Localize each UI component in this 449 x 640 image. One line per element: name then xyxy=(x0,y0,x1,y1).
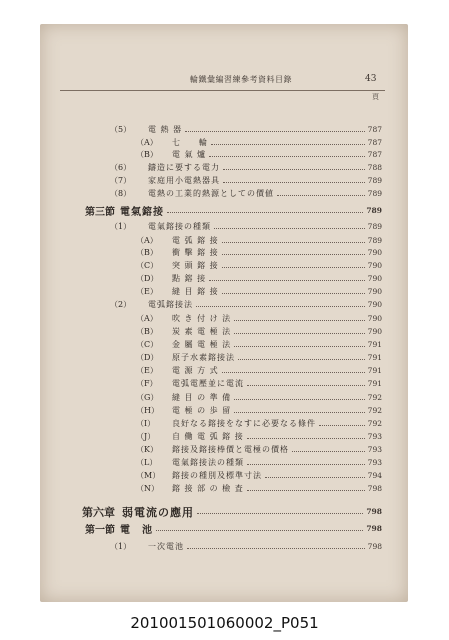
toc-entry xyxy=(85,204,382,217)
toc-dot-leader xyxy=(234,345,365,347)
toc-entry xyxy=(136,430,382,443)
toc-entry-page: 791 xyxy=(367,353,382,362)
toc-dot-leader xyxy=(197,512,363,514)
toc-dot-leader xyxy=(222,253,365,255)
toc-entry-title: 點 鎔 接 xyxy=(172,274,207,283)
toc-entry-number: （A） xyxy=(136,314,158,323)
toc-entry-title: 原子水素鎔接法 xyxy=(172,353,235,362)
header-rule xyxy=(60,90,385,91)
toc-entry-title: 電 氣 爐 xyxy=(172,150,207,159)
toc-entry-number: （A） xyxy=(136,236,158,245)
toc-entry-number: （6） xyxy=(110,163,132,172)
toc-entry-page: 789 xyxy=(366,206,382,215)
toc-entry xyxy=(136,246,382,259)
toc-entry-page: 790 xyxy=(367,261,382,270)
toc-entry-title: 一次電池 xyxy=(148,542,184,551)
toc-entry xyxy=(136,338,382,351)
toc-dot-leader xyxy=(222,292,365,294)
toc-entry-title: 良好なる鎔接をなすに必要なる條件 xyxy=(172,419,316,428)
toc-dot-leader xyxy=(196,305,365,307)
toc-dot-leader xyxy=(265,476,365,478)
toc-entry xyxy=(136,469,382,482)
page-number: 43 xyxy=(365,74,377,84)
toc-entry-number: （F） xyxy=(136,379,158,388)
toc-entry-page: 789 xyxy=(367,189,382,198)
toc-entry-number: （7） xyxy=(110,176,132,185)
toc-entry-page: 790 xyxy=(367,314,382,323)
toc-entry xyxy=(110,220,382,233)
toc-entry-page: 791 xyxy=(367,366,382,375)
toc-entry-title: 電 極 の 歩 留 xyxy=(172,406,232,415)
toc-entry-page: 798 xyxy=(366,524,382,533)
toc-entry-title: 鎔 接 部 の 檢 査 xyxy=(172,484,244,493)
toc-entry-number: （M） xyxy=(136,471,161,480)
toc-entry-title: 電 弧 鎔 接 xyxy=(172,236,219,245)
toc-entry-page: 789 xyxy=(367,176,382,185)
toc-dot-leader xyxy=(234,319,365,321)
toc-entry-number: （G） xyxy=(136,393,159,402)
toc-entry xyxy=(136,259,382,272)
toc-entry xyxy=(136,417,382,430)
toc-entry-title: 電 熱 器 xyxy=(148,125,183,134)
toc-dot-leader xyxy=(187,547,365,549)
toc-entry-number: （1） xyxy=(110,222,132,231)
toc-entry xyxy=(82,505,382,518)
toc-dot-leader xyxy=(209,155,365,157)
toc-entry-title: 吹 き 付 け 法 xyxy=(172,314,232,323)
toc-entry-title: 電氣鎔接 xyxy=(120,207,164,218)
toc-dot-leader xyxy=(234,332,365,334)
toc-dot-leader xyxy=(167,211,363,213)
toc-dot-leader xyxy=(247,463,365,465)
toc-entry xyxy=(136,364,382,377)
toc-entry-number: （E） xyxy=(136,366,158,375)
toc-entry-title: 電 池 xyxy=(120,525,153,536)
toc-entry-page: 790 xyxy=(367,287,382,296)
toc-entry-number: （5） xyxy=(110,125,132,134)
toc-entry-page: 792 xyxy=(367,393,382,402)
image-caption: 201001501060002_P051 xyxy=(130,614,319,632)
toc-entry-number: （D） xyxy=(136,353,159,362)
toc-entry-page: 793 xyxy=(367,445,382,454)
toc-entry-title: 電熱の工業的熱源としての價値 xyxy=(148,189,274,198)
toc-entry-number: 第六章 xyxy=(82,505,115,519)
toc-dot-leader xyxy=(292,450,365,452)
toc-entry-page: 792 xyxy=(367,406,382,415)
toc-entry xyxy=(136,404,382,417)
toc-entry xyxy=(136,351,382,364)
toc-entry-number: （N） xyxy=(136,484,159,493)
toc-entry-page: 790 xyxy=(367,300,382,309)
toc-entry xyxy=(85,522,382,535)
toc-entry xyxy=(136,148,382,161)
toc-entry-page: 790 xyxy=(367,274,382,283)
toc-entry-title: 七 輪 xyxy=(172,138,208,147)
toc-dot-leader xyxy=(222,241,365,243)
toc-entry-title: 電 源 方 式 xyxy=(172,366,219,375)
toc-entry-title: 衝 擊 鎔 接 xyxy=(172,248,219,257)
toc-entry-number: （2） xyxy=(110,300,132,309)
toc-dot-leader xyxy=(185,130,365,132)
toc-entry-title: 突 頭 鎔 接 xyxy=(172,261,219,270)
toc-entry-title: 弱電流の應用 xyxy=(122,505,194,519)
toc-entry-number: （D） xyxy=(136,274,159,283)
toc-dot-leader xyxy=(234,411,365,413)
toc-dot-leader xyxy=(156,529,363,531)
toc-entry-title: 鎔接及鎔接棒價と電極の價格 xyxy=(172,445,289,454)
toc-entry-page: 787 xyxy=(367,150,382,159)
toc-dot-leader xyxy=(222,266,365,268)
toc-dot-leader xyxy=(223,181,365,183)
toc-entry xyxy=(110,298,382,311)
toc-entry-number: （8） xyxy=(110,189,132,198)
toc-entry-title: 炭 素 電 極 法 xyxy=(172,327,232,336)
toc-dot-leader xyxy=(247,489,365,491)
toc-entry-title: 鑄造に要する電力 xyxy=(148,163,220,172)
toc-entry xyxy=(110,174,382,187)
toc-entry-page: 791 xyxy=(367,340,382,349)
toc-entry-page: 787 xyxy=(367,125,382,134)
toc-dot-leader xyxy=(247,437,365,439)
toc-entry-number: （1） xyxy=(110,542,132,551)
toc-entry-page: 790 xyxy=(367,248,382,257)
toc-entry xyxy=(136,456,382,469)
toc-entry-page: 792 xyxy=(367,419,382,428)
toc-entry-page: 794 xyxy=(367,471,382,480)
toc-dot-leader xyxy=(277,194,365,196)
toc-entry xyxy=(136,312,382,325)
toc-entry-page: 789 xyxy=(367,222,382,231)
toc-entry-title: 縫 目 の 準 備 xyxy=(172,393,232,402)
toc-entry-number: （B） xyxy=(136,327,158,336)
toc-dot-leader xyxy=(319,424,365,426)
toc-entry-title: 電氣鎔接の種類 xyxy=(148,222,211,231)
toc-entry xyxy=(110,187,382,200)
toc-entry-number: （A） xyxy=(136,138,158,147)
toc-entry-number: （L） xyxy=(136,458,158,467)
toc-entry-title: 自 働 電 弧 鎔 接 xyxy=(172,432,244,441)
toc-dot-leader xyxy=(234,398,365,400)
toc-dot-leader xyxy=(223,168,365,170)
toc-entry-title: 家庭用小電熱器具 xyxy=(148,176,220,185)
toc-entry-title: 電弧電壓並に電流 xyxy=(172,379,244,388)
toc-entry-number: （H） xyxy=(136,406,159,415)
toc-entry-number: 第三節 xyxy=(85,207,115,218)
toc-entry-number: 第一節 xyxy=(85,525,115,536)
toc-entry-number: （C） xyxy=(136,340,159,349)
toc-entry-title: 鎔接の種別及標準寸法 xyxy=(172,471,262,480)
toc-entry-number: （B） xyxy=(136,150,158,159)
toc-entry-title: 電弧鎔接法 xyxy=(148,300,193,309)
toc-entry-title: 縫 目 鎔 接 xyxy=(172,287,219,296)
toc-entry-number: （C） xyxy=(136,261,159,270)
toc-dot-leader xyxy=(238,358,365,360)
toc-entry-number: （J） xyxy=(136,432,156,441)
toc-entry-title: 金 屬 電 極 法 xyxy=(172,340,232,349)
toc-entry xyxy=(136,377,382,390)
toc-entry xyxy=(136,285,382,298)
toc-entry-title: 電氣鎔接法の種類 xyxy=(172,458,244,467)
toc-entry-page: 798 xyxy=(367,484,382,493)
toc-entry-page: 798 xyxy=(366,507,382,516)
running-header-title: 輪鐵彙編習練參考資料目錄 xyxy=(190,75,292,84)
toc-entry xyxy=(110,540,382,553)
toc-entry xyxy=(136,443,382,456)
toc-entry-page: 790 xyxy=(367,327,382,336)
toc-entry-page: 798 xyxy=(367,542,382,551)
toc-entry xyxy=(136,482,382,495)
toc-dot-leader xyxy=(214,227,365,229)
toc-entry xyxy=(136,391,382,404)
toc-entry xyxy=(136,325,382,338)
toc-entry-number: （E） xyxy=(136,287,158,296)
toc-entry-page: 787 xyxy=(367,138,382,147)
toc-entry-page: 793 xyxy=(367,432,382,441)
toc-entry xyxy=(136,272,382,285)
toc-entry-page: 793 xyxy=(367,458,382,467)
page-column-label: 頁 xyxy=(372,93,379,101)
toc-entry-number: （B） xyxy=(136,248,158,257)
toc-dot-leader xyxy=(222,371,365,373)
toc-entry xyxy=(110,123,382,136)
toc-entry-page: 791 xyxy=(367,379,382,388)
toc-entry-page: 788 xyxy=(367,163,382,172)
toc-dot-leader xyxy=(211,143,365,145)
toc-entry-number: （I） xyxy=(136,419,156,428)
toc-dot-leader xyxy=(247,384,365,386)
toc-entry-number: （K） xyxy=(136,445,158,454)
toc-entry xyxy=(110,161,382,174)
toc-entry-page: 789 xyxy=(367,236,382,245)
toc-dot-leader xyxy=(209,279,365,281)
